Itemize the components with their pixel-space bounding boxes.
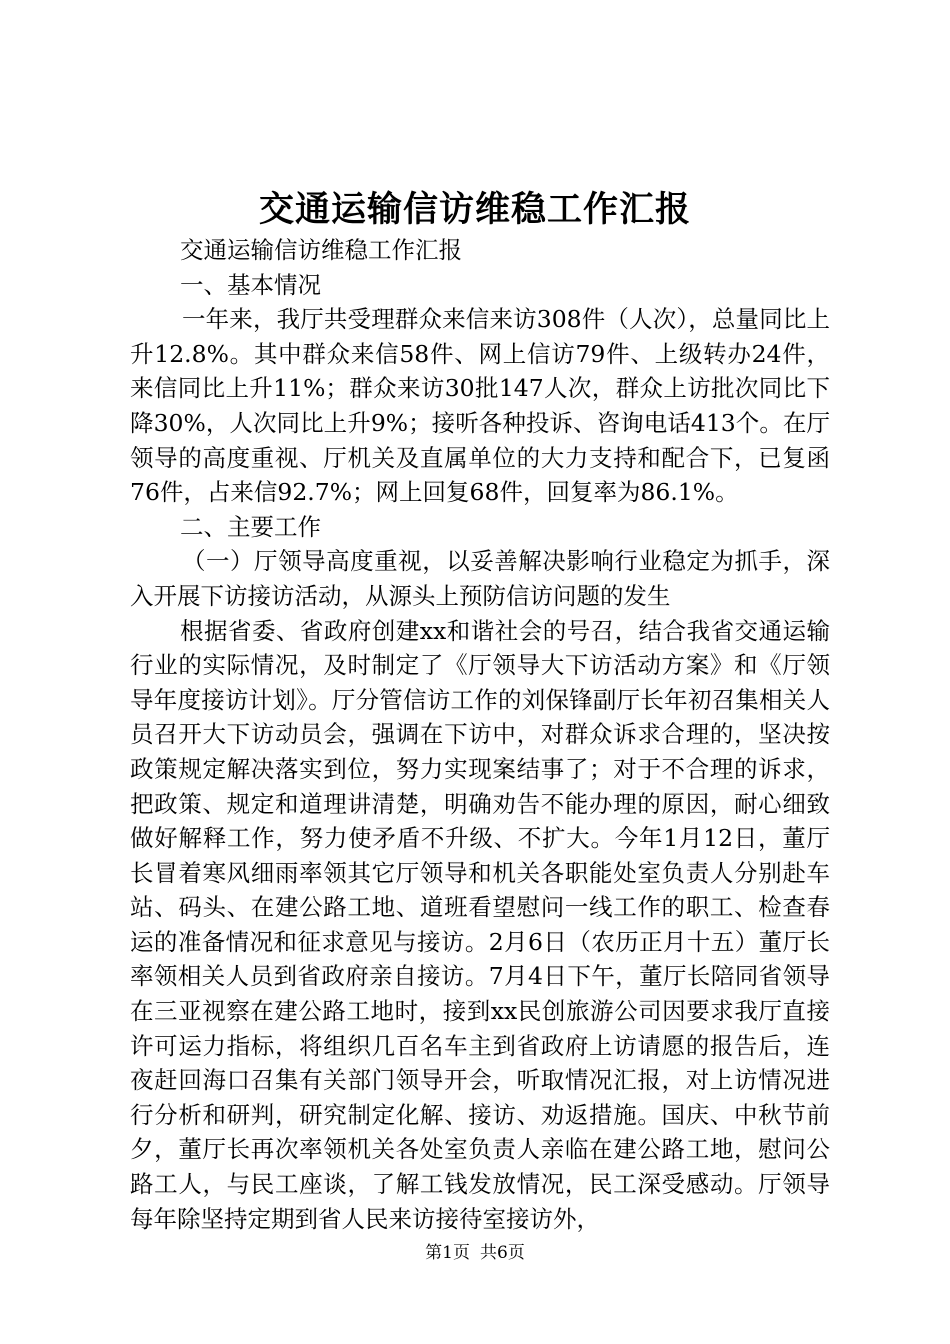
section-heading-main-work: 二、主要工作 (180, 512, 321, 541)
paragraph-statistics: 一年来，我厅共受理群众来信来访308件（人次），总量同比上升12.8%。其中群众来信58件、网上信访79件、上级转办24件，来信同比上升11%；群众来访30批147人次，群众上访批次同比下降30%，人次同比上升9%；接听各种投诉、咨询电话413个。在厅领导的高度重视、厅机关及直属单位的大力支持和配合下，已复函76件，占来信92.7%；网上回复68件，回复率为86.1%。 (130, 305, 830, 507)
page-total: 共6页 (480, 1243, 525, 1263)
document-body (130, 233, 830, 1236)
section-heading-basic-situation: 一、基本情况 (180, 270, 321, 299)
page-number: 第1页 (425, 1243, 470, 1263)
page-footer (0, 1241, 950, 1265)
subsection-heading-1: （一）厅领导高度重视，以妥善解决影响行业稳定为抓手，深入开展下访接访活动，从源头上预防信访问题的发生 (130, 547, 830, 610)
paragraph-visits: 根据省委、省政府创建xx和谐社会的号召，结合我省交通运输行业的实际情况，及时制定了《厅领导大下访活动方案》和《厅领导年度接访计划》。厅分管信访工作的刘保锋副厅长年初召集相关人员召开大下访动员会，强调在下访中，对群众诉求合理的，坚决按政策规定解决落实到位，努力实现案结事了；对于不合理的诉求，把政策、规定和道理讲清楚，明确劝告不能办理的原因，耐心细致做好解释工作，努力使矛盾不升级、不扩大。今年1月12日，董厅长冒着寒风细雨率领其它厅领导和机关各职能处室负责人分别赴车站、码头、在建公路工地、道班看望慰问一线工作的职工、检查春运的准备情况和征求意见与接访。2月6日（农历正月十五）董厅长率领相关人员到省政府亲自接访。7月4日下午，董厅长陪同省领导在三亚视察在建公路工地时，接到xx民创旅游公司因要求我厅直接许可运力指标，将组织几百名车主到省政府上访请愿的报告后，连夜赶回海口召集有关部门领导开会，听取情况汇报，对上访情况进行分析和研判，研究制定化解、接访、劝返措施。国庆、中秋节前夕，董厅长再次率领机关各处室负责人亲临在建公路工地，慰问公路工人，与民工座谈，了解工钱发放情况，民工深受感动。厅领导每年除坚持定期到省人民来访接待室接访外， (130, 616, 830, 1233)
document-title: 交通运输信访维稳工作汇报 (258, 189, 691, 230)
paragraph-subtitle: 交通运输信访维稳工作汇报 (180, 236, 462, 264)
